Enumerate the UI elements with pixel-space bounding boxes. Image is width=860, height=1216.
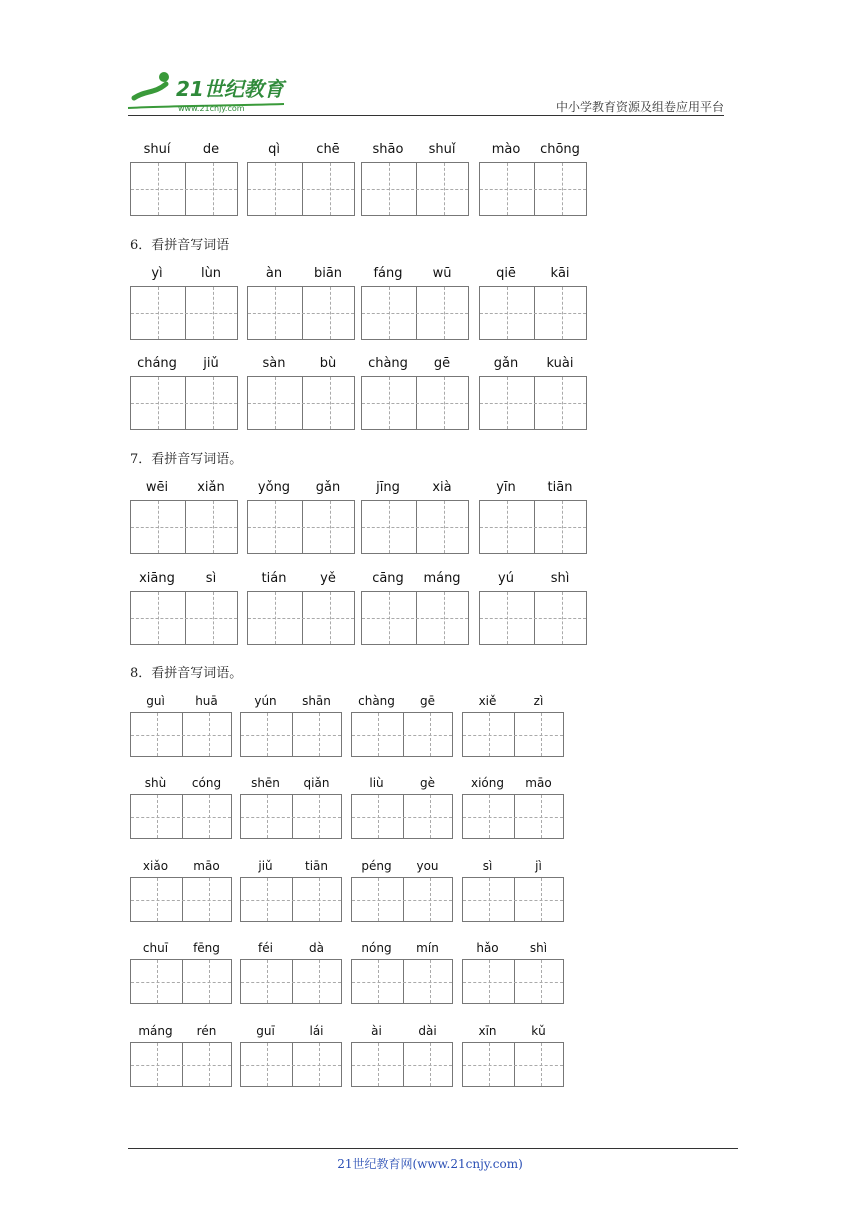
writing-grid[interactable] xyxy=(351,959,453,1004)
word-group xyxy=(361,571,469,645)
writing-grid[interactable] xyxy=(351,877,453,922)
pinyin-label: cāng xyxy=(372,571,404,586)
guide-line-horizontal xyxy=(241,817,341,818)
pinyin-label: xià xyxy=(432,480,452,495)
word-group xyxy=(247,480,355,554)
pinyin-label: shēn xyxy=(251,776,280,790)
word-group xyxy=(130,776,232,839)
guide-line-horizontal xyxy=(362,189,468,190)
guide-line-horizontal xyxy=(352,817,452,818)
writing-grid[interactable] xyxy=(351,1042,453,1087)
word-group xyxy=(130,480,238,554)
word-group xyxy=(240,776,342,839)
pinyin-label: gē xyxy=(420,694,435,708)
pinyin-label: péng xyxy=(361,859,392,873)
guide-line-horizontal xyxy=(241,1065,341,1066)
pinyin-label: cóng xyxy=(191,776,222,790)
guide-line-horizontal xyxy=(248,403,354,404)
guide-line-horizontal xyxy=(463,817,563,818)
pinyin-label: shān xyxy=(302,694,331,708)
word-group xyxy=(130,266,238,340)
word-group xyxy=(361,142,469,216)
pinyin-label: yún xyxy=(254,694,277,708)
pinyin-label: sàn xyxy=(262,356,286,371)
pinyin-label: dà xyxy=(309,941,324,955)
pinyin-label: de xyxy=(202,142,220,157)
pinyin-label: shuí xyxy=(143,142,171,157)
word-group xyxy=(462,859,564,922)
word-group xyxy=(361,266,469,340)
guide-line-horizontal xyxy=(241,900,341,901)
pinyin-label: lùn xyxy=(200,266,222,281)
writing-grid[interactable] xyxy=(130,376,238,430)
pinyin-label: shuǐ xyxy=(428,142,456,157)
writing-grid[interactable] xyxy=(361,162,469,216)
runner-icon xyxy=(134,84,166,98)
guide-line-horizontal xyxy=(131,1065,231,1066)
pinyin-label: ài xyxy=(371,1024,382,1038)
pinyin-label: tiān xyxy=(305,859,328,873)
pinyin-label: yǒng xyxy=(257,480,291,495)
guide-line-horizontal xyxy=(352,982,452,983)
pinyin-label: qiē xyxy=(496,266,516,281)
guide-line-horizontal xyxy=(352,735,452,736)
guide-line-horizontal xyxy=(352,1065,452,1066)
pinyin-label: gè xyxy=(420,776,435,790)
pinyin-label: bù xyxy=(319,356,337,371)
pinyin-label: shì xyxy=(550,571,570,586)
word-group xyxy=(479,571,587,645)
pinyin-label: shāo xyxy=(372,142,404,157)
pinyin-label: gǎn xyxy=(315,480,341,495)
pinyin-label: rén xyxy=(196,1024,217,1038)
pinyin-label: dài xyxy=(418,1024,437,1038)
writing-grid[interactable] xyxy=(361,376,469,430)
pinyin-label: shì xyxy=(529,941,548,955)
word-group xyxy=(130,859,232,922)
pinyin-label: xiāng xyxy=(139,571,175,586)
guide-line-horizontal xyxy=(131,403,237,404)
pinyin-label: mín xyxy=(416,941,439,955)
guide-line-horizontal xyxy=(241,735,341,736)
pinyin-label: tián xyxy=(261,571,287,586)
word-group xyxy=(479,142,587,216)
word-group xyxy=(240,859,342,922)
pinyin-label: cháng xyxy=(137,356,177,371)
writing-grid[interactable] xyxy=(247,286,355,340)
pinyin-label: yú xyxy=(498,571,514,586)
pinyin-label: you xyxy=(416,859,439,873)
word-group xyxy=(462,694,564,757)
guide-line-horizontal xyxy=(463,1065,563,1066)
guide-line-horizontal xyxy=(480,189,586,190)
guide-line-horizontal xyxy=(131,900,231,901)
pinyin-label: lái xyxy=(309,1024,324,1038)
writing-grid[interactable] xyxy=(479,500,587,554)
guide-line-horizontal xyxy=(131,735,231,736)
writing-grid[interactable] xyxy=(361,500,469,554)
pinyin-label: māo xyxy=(193,859,220,873)
footer-text: 21世纪教育网(www.21cnjy.com) xyxy=(337,1157,523,1171)
writing-grid[interactable] xyxy=(462,877,564,922)
pinyin-label: chàng xyxy=(358,694,395,708)
writing-grid[interactable] xyxy=(247,500,355,554)
writing-grid[interactable] xyxy=(479,286,587,340)
pinyin-label: jiǔ xyxy=(258,859,273,873)
word-group xyxy=(130,694,232,757)
writing-grid[interactable] xyxy=(462,794,564,839)
word-group xyxy=(351,1024,453,1087)
pinyin-label: àn xyxy=(265,266,283,281)
pinyin-label: guī xyxy=(256,1024,275,1038)
guide-line-horizontal xyxy=(131,313,237,314)
writing-grid[interactable] xyxy=(130,286,238,340)
writing-grid[interactable] xyxy=(351,712,453,757)
writing-grid[interactable] xyxy=(240,1042,342,1087)
pinyin-label: sì xyxy=(205,571,217,586)
word-group xyxy=(479,266,587,340)
writing-grid[interactable] xyxy=(130,1042,232,1087)
instruction-heading: 7．看拼音写词语。 xyxy=(130,452,243,467)
pinyin-label: xīn xyxy=(478,1024,497,1038)
writing-grid[interactable] xyxy=(479,376,587,430)
writing-grid[interactable] xyxy=(130,162,238,216)
word-group xyxy=(462,1024,564,1087)
pinyin-label: kāi xyxy=(550,266,570,281)
word-group xyxy=(462,941,564,1004)
guide-line-horizontal xyxy=(131,189,237,190)
guide-line-horizontal xyxy=(362,403,468,404)
pinyin-label: sì xyxy=(482,859,493,873)
word-group xyxy=(479,356,587,430)
pinyin-label: xióng xyxy=(471,776,504,790)
writing-grid[interactable] xyxy=(240,959,342,1004)
writing-grid[interactable] xyxy=(240,712,342,757)
guide-line-horizontal xyxy=(241,982,341,983)
pinyin-label: wēi xyxy=(145,480,169,495)
header-divider xyxy=(128,115,724,116)
guide-line-horizontal xyxy=(362,527,468,528)
pinyin-label: yě xyxy=(320,571,336,586)
pinyin-label: hǎo xyxy=(476,941,499,955)
writing-grid[interactable] xyxy=(130,591,238,645)
writing-grid[interactable] xyxy=(240,794,342,839)
pinyin-label: tiān xyxy=(547,480,573,495)
word-group xyxy=(247,571,355,645)
writing-grid[interactable] xyxy=(130,794,232,839)
writing-grid[interactable] xyxy=(462,1042,564,1087)
pinyin-label: kuài xyxy=(546,356,574,371)
guide-line-horizontal xyxy=(131,817,231,818)
writing-grid[interactable] xyxy=(361,286,469,340)
word-group xyxy=(130,941,232,1004)
word-group xyxy=(240,941,342,1004)
writing-grid[interactable] xyxy=(130,959,232,1004)
guide-line-horizontal xyxy=(131,618,237,619)
guide-line-horizontal xyxy=(248,527,354,528)
pinyin-label: chē xyxy=(316,142,340,157)
pinyin-label: máng xyxy=(138,1024,173,1038)
site-logo xyxy=(124,68,294,114)
pinyin-label: nóng xyxy=(361,941,392,955)
pinyin-label: qiǎn xyxy=(303,776,330,790)
guide-line-horizontal xyxy=(131,982,231,983)
pinyin-label: xiǎn xyxy=(197,480,225,495)
word-group xyxy=(240,1024,342,1087)
pinyin-label: chōng xyxy=(540,142,580,157)
word-group xyxy=(130,142,238,216)
pinyin-label: féi xyxy=(258,941,273,955)
word-group xyxy=(130,356,238,430)
pinyin-label: xiě xyxy=(478,694,497,708)
writing-grid[interactable] xyxy=(462,959,564,1004)
writing-grid[interactable] xyxy=(479,591,587,645)
guide-line-horizontal xyxy=(480,527,586,528)
writing-grid[interactable] xyxy=(247,376,355,430)
pinyin-label: máng xyxy=(423,571,461,586)
guide-line-horizontal xyxy=(480,618,586,619)
footer-divider xyxy=(128,1148,738,1149)
word-group xyxy=(130,571,238,645)
word-group xyxy=(351,694,453,757)
pinyin-label: fēng xyxy=(193,941,220,955)
writing-grid[interactable] xyxy=(462,712,564,757)
guide-line-horizontal xyxy=(362,618,468,619)
pinyin-label: māo xyxy=(525,776,552,790)
instruction-heading: 8．看拼音写词语。 xyxy=(130,666,243,681)
pinyin-label: guì xyxy=(146,694,165,708)
writing-grid[interactable] xyxy=(247,591,355,645)
word-group xyxy=(361,356,469,430)
writing-grid[interactable] xyxy=(361,591,469,645)
guide-line-horizontal xyxy=(362,313,468,314)
pinyin-label: jīng xyxy=(376,480,400,495)
pinyin-label: huā xyxy=(195,694,218,708)
site-slogan: 中小学教育资源及组卷应用平台 xyxy=(555,100,724,114)
guide-line-horizontal xyxy=(463,735,563,736)
pinyin-label: liù xyxy=(369,776,384,790)
pinyin-label: xiǎo xyxy=(142,859,169,873)
word-group xyxy=(351,776,453,839)
writing-grid[interactable] xyxy=(130,877,232,922)
writing-grid[interactable] xyxy=(479,162,587,216)
word-group xyxy=(247,142,355,216)
pinyin-label: chuī xyxy=(142,941,169,955)
pinyin-label: biān xyxy=(313,266,343,281)
pinyin-label: yì xyxy=(151,266,163,281)
guide-line-horizontal xyxy=(463,900,563,901)
guide-line-horizontal xyxy=(248,189,354,190)
writing-grid[interactable] xyxy=(130,500,238,554)
word-group xyxy=(351,859,453,922)
pinyin-label: chàng xyxy=(368,356,408,371)
pinyin-label: gē xyxy=(433,356,451,371)
pinyin-label: mào xyxy=(491,142,521,157)
guide-line-horizontal xyxy=(463,982,563,983)
logo-subtext: www.21cnjy.com xyxy=(178,104,245,113)
guide-line-horizontal xyxy=(480,403,586,404)
pinyin-label: zì xyxy=(533,694,544,708)
instruction-heading: 6．看拼音写词语 xyxy=(130,238,230,253)
guide-line-horizontal xyxy=(248,618,354,619)
word-group xyxy=(247,266,355,340)
pinyin-label: kǔ xyxy=(531,1024,546,1038)
word-group xyxy=(130,1024,232,1087)
guide-line-horizontal xyxy=(352,900,452,901)
word-group xyxy=(247,356,355,430)
pinyin-label: qì xyxy=(268,142,280,157)
guide-line-horizontal xyxy=(480,313,586,314)
writing-grid[interactable] xyxy=(247,162,355,216)
word-group xyxy=(351,941,453,1004)
logo-text: 21世纪教育 xyxy=(176,77,284,101)
writing-grid[interactable] xyxy=(130,712,232,757)
guide-line-horizontal xyxy=(248,313,354,314)
pinyin-label: jiǔ xyxy=(203,356,219,371)
pinyin-label: fáng xyxy=(373,266,403,281)
word-group xyxy=(462,776,564,839)
pinyin-label: shù xyxy=(144,776,167,790)
pinyin-label: gǎn xyxy=(493,356,519,371)
pinyin-label: wū xyxy=(432,266,452,281)
pinyin-label: jì xyxy=(535,859,542,873)
writing-grid[interactable] xyxy=(240,877,342,922)
word-group xyxy=(361,480,469,554)
guide-line-horizontal xyxy=(131,527,237,528)
writing-grid[interactable] xyxy=(351,794,453,839)
word-group xyxy=(479,480,587,554)
pinyin-label: yīn xyxy=(496,480,516,495)
word-group xyxy=(240,694,342,757)
